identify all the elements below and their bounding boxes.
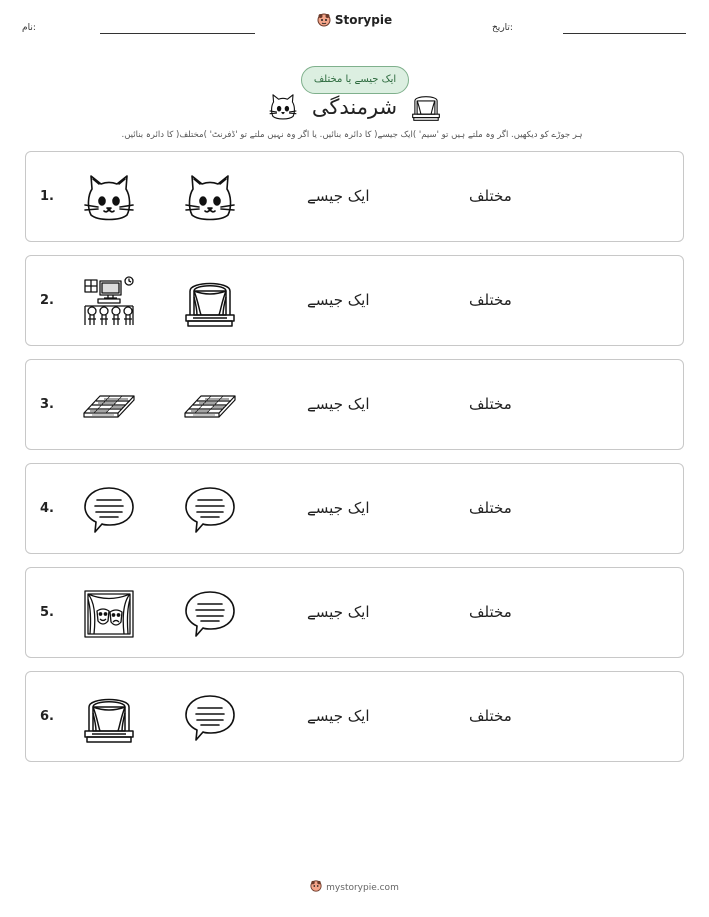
exercise-row [25, 359, 684, 450]
speech-bubble-icon [82, 483, 136, 537]
date-label: تاریخ: [492, 23, 513, 33]
speech-bubble-icon [183, 483, 237, 537]
row-number: 5. [40, 605, 54, 620]
brand-name: Storypie [334, 13, 393, 27]
exercise-row [25, 671, 684, 762]
different-option[interactable]: مختلف [469, 603, 512, 621]
storypie-logo-icon [317, 13, 331, 27]
theater-masks-icon [82, 587, 136, 641]
different-option[interactable]: مختلف [469, 707, 512, 725]
stage-icon [183, 275, 237, 329]
cat-icon [268, 92, 298, 122]
wooden-floor-icon [82, 379, 136, 433]
title-row [0, 92, 709, 122]
stage-icon [82, 691, 136, 745]
same-option[interactable]: ایک جیسے [307, 187, 370, 205]
classroom-icon [82, 275, 136, 329]
name-label: نام: [22, 23, 36, 33]
exercise-row [25, 463, 684, 554]
row-number: 2. [40, 293, 54, 308]
footer [0, 880, 709, 895]
speech-bubble-icon [183, 691, 237, 745]
cat-icon [82, 171, 136, 225]
cat-icon [183, 171, 237, 225]
same-option[interactable]: ایک جیسے [307, 499, 370, 517]
date-line[interactable] [563, 33, 686, 34]
row-number: 4. [40, 501, 54, 516]
footer-site[interactable]: mystorypie.com [326, 882, 399, 893]
row-number: 3. [40, 397, 54, 412]
same-option[interactable]: ایک جیسے [307, 707, 370, 725]
different-option[interactable]: مختلف [469, 291, 512, 309]
page-title: شرمندگی [311, 95, 398, 119]
brand [0, 12, 709, 31]
same-option[interactable]: ایک جیسے [307, 395, 370, 413]
exercise-row [25, 567, 684, 658]
speech-bubble-icon [183, 587, 237, 641]
same-option[interactable]: ایک جیسے [307, 603, 370, 621]
worksheet-type-badge: ایک جیسے یا مختلف [301, 66, 409, 94]
storypie-logo-icon [310, 880, 322, 895]
same-option[interactable]: ایک جیسے [307, 291, 370, 309]
different-option[interactable]: مختلف [469, 395, 512, 413]
different-option[interactable]: مختلف [469, 187, 512, 205]
stage-icon [411, 92, 441, 122]
row-number: 1. [40, 189, 54, 204]
exercise-row [25, 151, 684, 242]
different-option[interactable]: مختلف [469, 499, 512, 517]
row-number: 6. [40, 709, 54, 724]
wooden-floor-icon [183, 379, 237, 433]
exercise-row [25, 255, 684, 346]
instructions: ہر جوڑے کو دیکھیں. اگر وہ ملتے ہیں تو 'سیم' )ایک جیسے( کا دائرہ بنائیں. یا اگر وہ نہیں ملتے تو 'ڈفرنٹ' )مختلف( کا دائرہ بنائیں. [121, 130, 583, 140]
name-line[interactable] [100, 33, 255, 34]
